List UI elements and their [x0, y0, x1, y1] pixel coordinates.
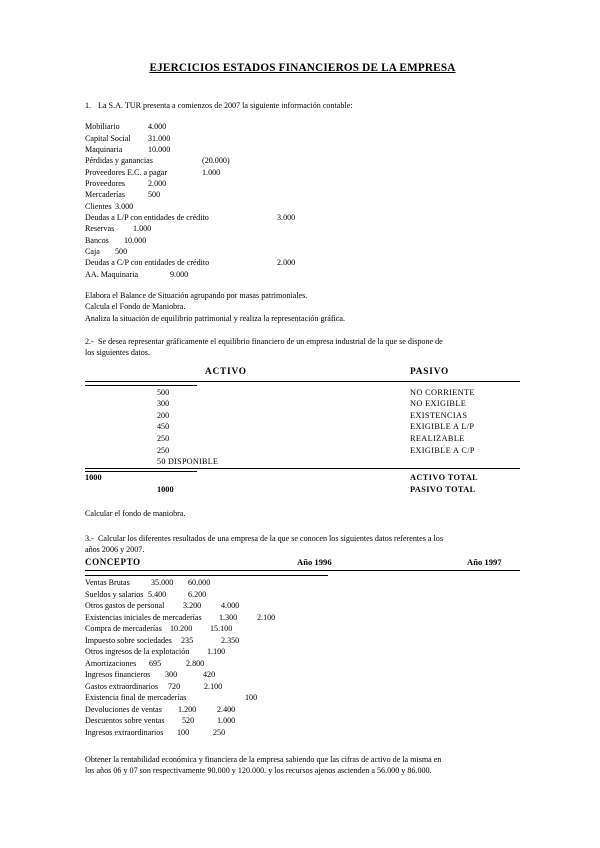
year-2-value: 15.100	[210, 624, 233, 633]
year-2-value: 2.100	[204, 681, 223, 691]
concept-label: Amortizaciones	[85, 658, 137, 668]
list-item	[85, 178, 520, 189]
account-value: 500	[115, 246, 128, 256]
year-1-value: 235	[181, 635, 194, 645]
exercise-3-intro-line-1: Calcular los diferentes resultados de una empresa de la que se conocen los siguientes datos referentes a los	[98, 533, 443, 543]
table-row	[85, 727, 520, 739]
concepto-rule-second	[85, 575, 328, 576]
exercise-3-intro	[85, 533, 520, 555]
account-value: 3.000	[115, 201, 134, 211]
account-label: Proveedores E.C. a pagar	[85, 167, 168, 177]
account-label: Caja	[85, 246, 100, 256]
list-item	[85, 167, 520, 178]
account-label: Capital Social	[85, 133, 131, 143]
instruction-line: Elabora el Balance de Situación agrupando por masas patrimoniales.	[85, 291, 308, 301]
concept-label: Descuentos sobre ventas	[85, 716, 165, 725]
year-2-value: 1.000	[217, 716, 236, 725]
balance-table-body	[85, 387, 520, 468]
table-row	[85, 646, 520, 658]
column-header-concepto: CONCEPTO	[85, 557, 141, 567]
account-value: 2.000	[277, 258, 296, 268]
column-header-year-1: Año 1996	[297, 557, 332, 567]
table-row	[85, 635, 520, 647]
concepto-table-header	[85, 557, 520, 570]
activo-amount: 250	[157, 445, 170, 455]
concept-label: Ingresos extraordinarios	[85, 727, 164, 737]
list-item	[85, 246, 520, 257]
table-row	[85, 421, 520, 433]
activo-amount: 500	[157, 387, 170, 397]
account-label: AA. Maquinaria	[85, 269, 139, 279]
table-row	[85, 433, 520, 445]
table-row	[85, 456, 520, 468]
concepto-table	[85, 557, 520, 738]
year-2-value: 250	[213, 727, 226, 737]
list-item	[85, 144, 520, 155]
account-value: 1.000	[202, 167, 221, 177]
year-1-value: 720	[168, 681, 181, 691]
concept-label: Otros gastos de personal	[85, 601, 165, 610]
account-value: 10.000	[124, 235, 147, 245]
exercise-1-intro	[85, 100, 520, 111]
exercise-2-intro-line-2: los siguientes datos.	[85, 348, 150, 358]
exercise-1-intro-text: La S.A. TUR presenta a comienzos de 2007 la siguiente información contable:	[98, 101, 353, 110]
year-1-value: 1.200	[178, 704, 197, 714]
concept-label: Devoluciones de ventas	[85, 704, 162, 714]
pasivo-concept: NO CORRIENTE	[410, 387, 475, 397]
instruction-line: Analiza la situación de equilibrio patrimonial y realiza la representación gráfica.	[85, 313, 346, 323]
table-row	[85, 715, 520, 727]
exercise-1-number: 1.	[85, 101, 92, 110]
concept-label: Otros ingresos de la explotación	[85, 647, 190, 656]
exercise-2-number: 2.-	[85, 337, 94, 347]
account-value: 4.000	[148, 122, 167, 132]
table-row	[85, 669, 520, 681]
table-row	[85, 410, 520, 422]
account-value: 2.000	[148, 178, 167, 188]
concepto-table-body	[85, 577, 520, 738]
table-row	[85, 692, 520, 704]
concept-label: Existencia final de mercaderías	[85, 693, 187, 702]
year-2-value: 6.200	[188, 589, 207, 599]
table-row	[85, 600, 520, 612]
column-header-activo: ACTIVO	[205, 366, 247, 377]
table-row	[85, 704, 520, 716]
activo-amount: 200	[157, 410, 170, 420]
account-value: 31.000	[148, 133, 171, 143]
list-item	[85, 121, 520, 132]
table-row	[85, 577, 520, 589]
table-row	[85, 658, 520, 670]
account-label: Reservas	[85, 224, 115, 234]
pasivo-concept: REALIZABLE	[410, 434, 465, 444]
year-2-value: 420	[203, 670, 216, 679]
exercise-1-instructions	[85, 290, 520, 324]
list-item	[85, 155, 520, 166]
exercise-2-intro	[85, 336, 520, 358]
account-value: 1.000	[133, 224, 152, 234]
year-2-value: 2.100	[257, 612, 276, 622]
disponible-row: 50 DISPONIBLE	[157, 457, 219, 467]
account-label: Mobiliario	[85, 122, 120, 132]
table-rule-bottom	[85, 468, 520, 469]
table-rule-activo-short	[85, 385, 197, 386]
year-1-value: 3.200	[183, 601, 202, 610]
year-2-value: 2.800	[186, 658, 205, 668]
list-item	[85, 223, 520, 234]
account-label: Mercaderías	[85, 190, 125, 200]
exercise-3-footer-line-2: los años 06 y 07 son respectivamente 90.000 y 120.000. y los recursos ajenos ascienden a 56.000 y 86.000.	[85, 766, 432, 776]
exercise-2-footer-instruction: Calcular el fondo de maniobra.	[85, 509, 186, 519]
column-header-pasivo: PASIVO	[410, 366, 450, 377]
list-item	[85, 269, 520, 280]
table-row	[85, 612, 520, 624]
account-label: Pérdidas y ganancias	[85, 156, 153, 166]
year-1-value: 1.100	[207, 647, 226, 656]
exercise-3-footer	[85, 754, 520, 776]
exercise-1-account-list	[85, 121, 520, 280]
concept-label: Compra de mercaderías	[85, 624, 162, 633]
account-label: Deudas a C/P con entidades de crédito	[85, 258, 210, 268]
year-1-value: 100	[177, 727, 190, 737]
table-row	[85, 623, 520, 635]
concept-label: Impuesto sobre sociedades	[85, 635, 172, 645]
exercise-3-footer-line-1: Obtener la rentabilidad económica y financiera de la empresa sabiendo que las cifras de activo de la misma en	[85, 755, 442, 764]
account-value: 10.000	[148, 144, 171, 154]
table-rule-top	[85, 381, 520, 382]
account-value: (20.000)	[202, 156, 230, 166]
balance-table-header	[85, 367, 520, 381]
year-1-value: 5.400	[148, 589, 167, 599]
year-1-value: 300	[165, 670, 178, 679]
account-value: 500	[148, 190, 161, 200]
activo-amount: 250	[157, 434, 170, 444]
year-1-value: 695	[149, 658, 162, 668]
pasivo-concept: EXISTENCIAS	[410, 410, 468, 420]
account-label: Maquinaria	[85, 144, 123, 154]
column-header-year-2: Año 1997	[467, 557, 502, 567]
account-value: 3.000	[277, 212, 296, 222]
page-title: EJERCICIOS ESTADOS FINANCIEROS DE LA EMPRESA	[149, 62, 456, 74]
balance-table	[85, 367, 520, 496]
exercise-2-intro-line-1: Se desea representar gráficamente el equilibrio financiero de un empresa industrial de la que se dispone de	[98, 337, 443, 347]
activo-amount: 450	[157, 422, 170, 432]
pasivo-concept: NO EXIGIBLE	[410, 399, 467, 409]
instruction-line: Calcula el Fondo de Maniobra.	[85, 302, 186, 312]
table-row	[85, 445, 520, 457]
year-2-value: 60.000	[188, 578, 211, 587]
table-row	[85, 681, 520, 693]
activo-total-amount: 1000	[85, 472, 102, 482]
balance-totals	[85, 471, 520, 496]
list-item	[85, 257, 520, 268]
account-label: Clientes	[85, 201, 112, 211]
year-2-value: 4.000	[221, 601, 240, 610]
list-item	[85, 133, 520, 144]
account-label: Deudas a L/P con entidades de crédito	[85, 212, 209, 222]
exercise-3-intro-line-2: años 2006 y 2007.	[85, 544, 145, 554]
year-1-value: 520	[182, 716, 195, 725]
list-item	[85, 201, 520, 212]
concept-label: Ingresos financieros	[85, 670, 151, 679]
table-row	[85, 387, 520, 399]
account-label: Bancos	[85, 235, 109, 245]
concept-label: Existencias iniciales de mercaderías	[85, 612, 202, 622]
table-row	[85, 398, 520, 410]
list-item	[85, 212, 520, 223]
pasivo-total-amount: 1000	[157, 484, 174, 494]
pasivo-concept: EXIGIBLE A L/P	[410, 422, 475, 432]
concepto-rule-top	[85, 570, 520, 571]
activo-amount: 300	[157, 399, 170, 409]
concept-label: Ventas Brutas	[85, 578, 130, 587]
account-value: 9.000	[170, 269, 189, 279]
table-row-total-activo	[85, 472, 520, 484]
list-item	[85, 235, 520, 246]
activo-total-label: ACTIVO TOTAL	[410, 472, 479, 482]
year-2-value: 2.400	[217, 704, 236, 714]
table-row	[85, 589, 520, 601]
account-label: Proveedores	[85, 178, 126, 188]
year-1-value: 35.000	[151, 578, 174, 587]
year-1-value: 10.200	[170, 624, 193, 633]
concept-label: Sueldos y salarios	[85, 589, 144, 599]
list-item	[85, 189, 520, 200]
table-row-total-pasivo	[85, 484, 520, 496]
exercise-3-number: 3.-	[85, 533, 94, 543]
concept-label: Gastos extraordinarios	[85, 681, 159, 691]
year-2-value: 2.350	[221, 635, 240, 645]
year-1-value: 1.300	[219, 612, 238, 622]
pasivo-total-label: PASIVO TOTAL	[410, 484, 476, 494]
year-1-value: 100	[245, 693, 258, 702]
pasivo-concept: EXIGIBLE A C/P	[410, 445, 475, 455]
